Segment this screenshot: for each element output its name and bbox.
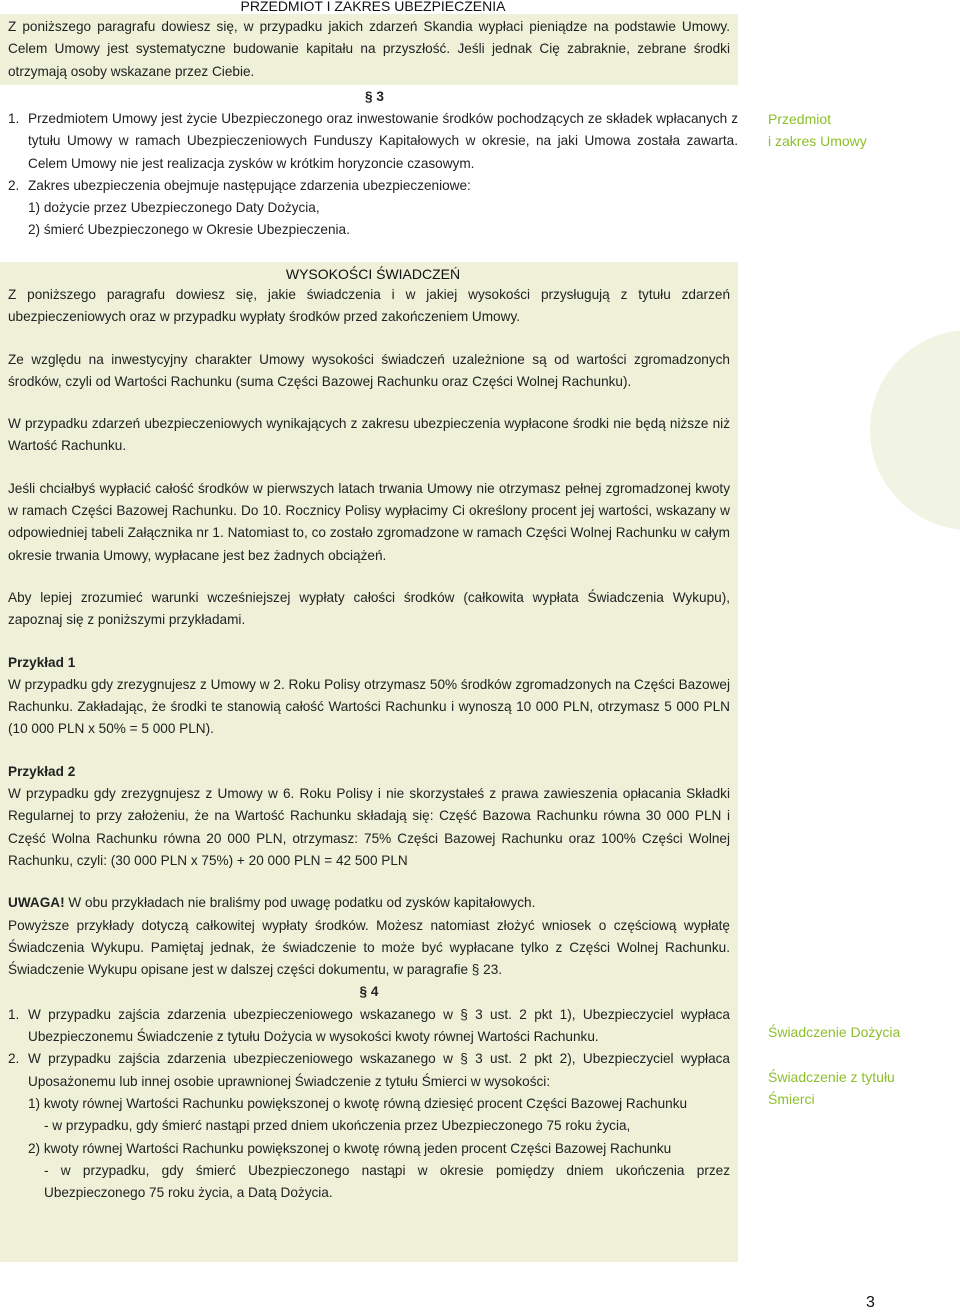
body-paragraph: Ze względu na inwestycyjny charakter Umowy wysokości świadczeń uzależnione są od wartości zgromadzonych środków, czyli od Wartości Rachunku (suma Części Bazowej Rachunku oraz Części Wolnej Rachunku).	[8, 351, 730, 389]
body-paragraph: W przypadku zdarzeń ubezpieczeniowych wynikających z zakresu ubezpieczenia wypłacone środki nie będą niższe niż Wartość Rachunku.	[8, 416, 730, 454]
warning-label: UWAGA!	[8, 895, 65, 911]
sub-item-continuation: - w przypadku, gdy śmierć nastąpi przed dniem ukończenia przez Ubezpieczonego 75 roku życia,	[44, 1118, 631, 1134]
item-text: Przedmiotem Umowy jest życie Ubezpieczonego oraz inwestowanie środków pochodzących ze składek wpłacanych z tytułu Umowy w ramach Ubezpieczeniowych Funduszy Kapitałowych w okresie, na jaki Umowa została zawarta. Celem Umowy nie jest realizacja zysków w krótkim horyzoncie czasowym.	[28, 111, 738, 171]
section-intro-text: Z poniższego paragrafu dowiesz się, w przypadku jakich zdarzeń Skandia wypłaci pieniądze na podstawie Umowy. Celem Umowy jest systematyczne budowanie kapitału na przyszłość. Jeśli jednak Cię zabraknie, zebrane środki otrzymają osoby wskazane przez Ciebie.	[8, 19, 730, 79]
sub-item: 2) śmierć Ubezpieczonego w Okresie Ubezpieczenia.	[28, 222, 350, 238]
example-text: W przypadku gdy zrezygnujesz z Umowy w 2. Roku Polisy otrzymasz 50% środków zgromadzonych na Części Bazowej Rachunku. Zakładając, że środki te stanowią całość Wartości Rachunku i wynoszą 10 000 PLN, otrzymasz 5 000 PLN (10 000 PLN x 50% = 5 000 PLN).	[8, 676, 730, 737]
sub-item: 1) dożycie przez Ubezpieczonego Daty Dożycia,	[28, 200, 320, 216]
body-paragraph: Aby lepiej zrozumieć warunki wcześniejszej wypłaty całości środków (całkowita wypłata Świadczenia Wykupu), zapoznaj się z poniższymi przykładami.	[8, 589, 730, 628]
item-number: 1.	[8, 111, 20, 126]
item-number: 1.	[8, 1006, 20, 1022]
side-label-line: i zakres Umowy	[768, 133, 867, 149]
list-item	[8, 1048, 730, 1093]
item-text: W przypadku zajścia zdarzenia ubezpieczeniowego wskazanego w § 3 ust. 2 pkt 2), Ubezpieczyciel wypłaca Uposażonemu lub innej osobie uprawnionej Świadczenie z tytułu Śmierci w wysokości:	[28, 1051, 730, 1089]
paragraph-mark-4: § 4	[359, 984, 379, 1000]
side-label-line: Śmierci	[768, 1091, 815, 1107]
warning-text: W obu przykładach nie braliśmy pod uwagę podatku od zysków kapitałowych.	[68, 895, 536, 911]
list-item	[8, 108, 738, 175]
item-text: W przypadku zajścia zdarzenia ubezpieczeniowego wskazanego w § 3 ust. 2 pkt 1), Ubezpieczyciel wypłaca Ubezpieczonemu Świadczenie z tytułu Dożycia w wysokości kwoty równej Wartości Rachunku.	[28, 1006, 730, 1045]
list-item	[8, 1004, 730, 1049]
section-2-body	[8, 284, 730, 1204]
page-number: 3	[866, 1294, 875, 1311]
section-intro-box	[0, 14, 738, 85]
item-text: Zakres ubezpieczenia obejmuje następujące zdarzenia ubezpieczeniowe:	[28, 177, 471, 193]
warning-line	[8, 892, 730, 914]
paragraph-3-content	[8, 108, 738, 242]
warning-paragraph: Powyższe przykłady dotyczą całkowitej wypłaty środków. Możesz natomiast złożyć wniosek o częściową wypłatę Świadczenia Wykupu. Pamiętaj jednak, że świadczenie to może być wypłacane tylko z Części Wolnej Rachunku. Świadczenie Wykupu opisane jest w dalszej części dokumentu, w paragrafie § 23.	[8, 917, 730, 978]
side-label-line: Świadczenie z tytułu	[768, 1069, 895, 1085]
example-text: W przypadku gdy zrezygnujesz z Umowy w 6. Roku Polisy i nie skorzystałeś z prawa zawieszenia opłacania Składki Regularnej to przy założeniu, że na Wartość Rachunku składają się: Część Bazowa Rachunku równa 30 000 PLN i Część Wolna Rachunku równa 20 000 PLN, otrzymasz: 75% Części Bazowej Rachunku oraz 100% Części Wolnej Rachunku, czyli: (30 000 PLN x 75%) + 20 000 PLN = 42 500 PLN	[8, 786, 730, 868]
list-item	[8, 175, 738, 197]
body-paragraph: Jeśli chciałbyś wypłacić całość środków w pierwszych latach trwania Umowy nie otrzymasz pełnej zgromadzonej kwoty w ramach Części Bazowej Rachunku. Do 10. Rocznicy Polisy wypłacimy Ci określony procent jej wartości, wskazany w odpowiedniej tabeli Załącznika nr 1. Natomiast to, co zostało zgromadzone w ramach Części Wolnej Rachunku w całym okresie trwania Umowy, wypłacane jest bez żadnych obciążeń.	[8, 480, 730, 563]
side-label-dozycia: Świadczenie Dożycia	[768, 1024, 901, 1040]
sub-item: 1) kwoty równej Wartości Rachunku powiększonej o kwotę równą dziesięć procent Części Bazowej Rachunku	[28, 1095, 688, 1111]
item-number: 2.	[8, 177, 20, 193]
item-number: 2.	[8, 1051, 20, 1067]
section-heading-wysokosci: WYSOKOŚCI ŚWIADCZEŃ	[285, 266, 461, 282]
paragraph-mark-3: § 3	[365, 89, 384, 104]
example-title: Przykład 2	[8, 763, 76, 779]
side-label-smierci	[768, 1066, 948, 1110]
example-title: Przykład 1	[8, 654, 76, 670]
section-heading-przedmiot: PRZEDMIOT I ZAKRES UBEZPIECZENIA	[240, 0, 506, 14]
side-label-line: Przedmiot	[768, 111, 832, 127]
decorative-circle	[870, 330, 960, 530]
sub-item: 2) kwoty równej Wartości Rachunku powiększonej o kwotę równą jeden procent Części Bazowej Rachunku	[28, 1140, 672, 1156]
section-intro-text: Z poniższego paragrafu dowiesz się, jakie świadczenia i w jakiej wysokości przysługują z tytułu zdarzeń ubezpieczeniowych oraz w przypadku wypłaty środków przed zakończeniem Umowy.	[8, 287, 730, 325]
side-label-przedmiot	[768, 108, 948, 152]
sub-item-continuation: - w przypadku, gdy śmierć Ubezpieczonego nastąpi w okresie pomiędzy dniem ukończenia przez Ubezpieczonego 75 roku życia, a Datą Dożycia.	[44, 1162, 730, 1201]
